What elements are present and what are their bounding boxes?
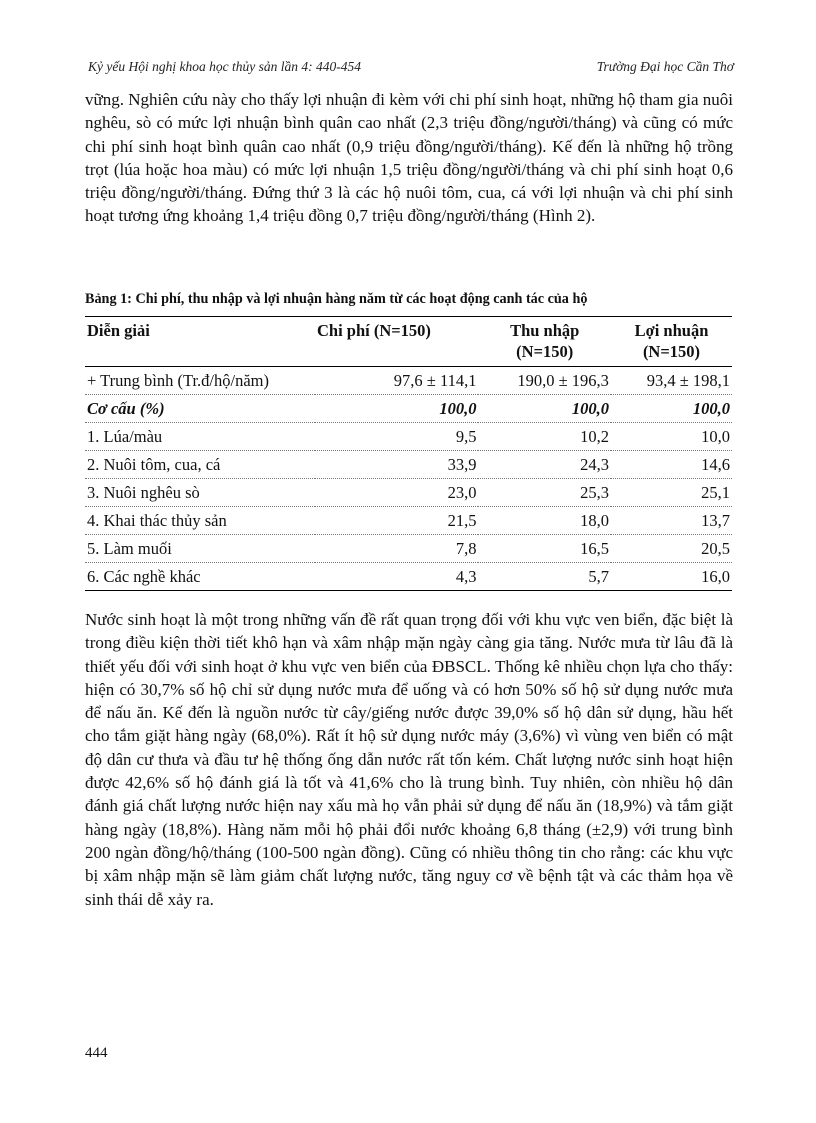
cell-profit: 20,5: [701, 539, 730, 558]
cell-profit: 93,4 ± 198,1: [646, 371, 730, 390]
row-label: Cơ cấu (%): [87, 399, 165, 418]
page-number: 444: [85, 1045, 108, 1061]
costs-income-table: [85, 316, 732, 591]
header-profit: [611, 317, 732, 367]
table-row: [85, 395, 732, 423]
row-label: 5. Làm muối: [87, 539, 172, 558]
header-description: Diễn giải: [87, 321, 150, 340]
header-income: [478, 317, 610, 367]
table-row: [85, 423, 732, 451]
header-profit-n: (N=150): [642, 342, 700, 361]
table-header-row: [85, 317, 732, 367]
cell-profit: 25,1: [701, 483, 730, 502]
table-row: [85, 535, 732, 563]
cell-profit: 10,0: [701, 427, 730, 446]
row-label: 1. Lúa/màu: [87, 427, 163, 446]
cell-income: 10,2: [580, 427, 609, 446]
cell-income: 16,5: [580, 539, 609, 558]
cell-income: 100,0: [571, 399, 609, 418]
cell-income: 5,7: [588, 567, 609, 586]
header-institution: Trường Đại học Cần Thơ: [596, 59, 734, 74]
header-journal-title: Kỷ yếu Hội nghị khoa học thủy sản lần 4: 440-454: [88, 59, 361, 74]
cell-cost: 100,0: [439, 399, 477, 418]
table-row: [85, 563, 732, 591]
cell-profit: 13,7: [701, 511, 730, 530]
paragraph-profit-costs: vững. Nghiên cứu này cho thấy lợi nhuận đi kèm với chi phí sinh hoạt, những hộ tham gia nuôi nghêu, sò có mức lợi nhuận bình quân cao nhất (2,3 triệu đồng/người/tháng) và cũng có mức chi phí sinh hoạt bình quân cao nhất (0,9 triệu đồng/người/tháng). Kế đến là những hộ trồng trọt (lúa hoặc hoa màu) có mức lợi nhuận 1,5 triệu đồng/người/tháng và chi phí sinh hoạt 0,6 triệu đồng/người/tháng. Đứng thứ 3 là các hộ nuôi tôm, cua, cá với lợi nhuận và chi phí sinh hoạt tương ứng khoảng 1,4 triệu đồng 0,7 triệu đồng/người/tháng (Hình 2).: [85, 90, 733, 226]
table-row: [85, 479, 732, 507]
cell-cost: 7,8: [455, 539, 477, 558]
paragraph-domestic-water: Nước sinh hoạt là một trong những vấn đề rất quan trọng đối với khu vực ven biển, đặc biệt là trong điều kiện thời tiết khô hạn và xâm nhập mặn ngày càng gia tăng. Nước mưa từ lâu đã là thiết yếu đối với sinh hoạt ở khu vực ven biển của ĐBSCL. Thống kê nhiều chọn lựa cho thấy: hiện có 30,7% số hộ chỉ sử dụng nước mưa để uống và có hơn 50% số hộ sử dụng nước mưa để nấu ăn. Kế đến là nguồn nước từ cây/giếng nước được 39,0% số hộ dân sử dụng, hầu hết cho tắm giặt hàng ngày (68,0%). Rất ít hộ sử dụng nước máy (3,6%) vì vùng ven biển có mật độ dân cư thưa và đầu tư hệ thống ống dẫn nước rất tốn kém. Chất lượng nước sinh hoạt hiện được 42,6% số hộ đánh giá là tốt và 41,6% cho là trung bình. Tuy nhiên, còn nhiều hộ dân đánh giá chất lượng nước hiện nay xấu mà họ vẫn phải sử dụng để nấu ăn (18,9%) và tắm giặt hàng ngày (18,8%). Hàng năm mỗi hộ phải đổi nước khoảng 6,8 tháng (±2,9) với trung bình 200 ngàn đồng/hộ/tháng (100-500 ngàn đồng). Cũng có nhiều thông tin cho rằng: các khu vực bị xâm nhập mặn sẽ làm giảm chất lượng nước, tăng nguy cơ về bệnh tật và các thảm họa về sinh thái dễ xảy ra.: [85, 610, 733, 909]
row-label: 6. Các nghề khác: [87, 567, 201, 586]
cell-cost: 33,9: [447, 455, 477, 474]
cell-income: 18,0: [580, 511, 609, 530]
table-caption: Bảng 1: Chi phí, thu nhập và lợi nhuận hàng năm từ các hoạt động canh tác của hộ: [85, 291, 588, 307]
cell-cost: 23,0: [447, 483, 477, 502]
row-label: 4. Khai thác thủy sản: [87, 511, 227, 530]
table-row: [85, 367, 732, 395]
cell-income: 190,0 ± 196,3: [517, 371, 609, 390]
header-income-label: Thu nhập: [510, 321, 580, 340]
running-header: [88, 59, 734, 75]
header-cost: Chi phí (N=150): [317, 321, 431, 340]
cell-income: 25,3: [580, 483, 609, 502]
header-income-n: (N=150): [516, 342, 574, 361]
cell-cost: 9,5: [455, 427, 477, 446]
cell-cost: 4,3: [455, 567, 477, 586]
table-row: [85, 451, 732, 479]
row-label: 2. Nuôi tôm, cua, cá: [87, 455, 221, 474]
cell-cost: 21,5: [447, 511, 477, 530]
header-profit-label: Lợi nhuận: [634, 321, 709, 340]
row-label: + Trung bình (Tr.đ/hộ/năm): [87, 371, 269, 390]
table-row: [85, 507, 732, 535]
row-label: 3. Nuôi nghêu sò: [87, 483, 200, 502]
cell-income: 24,3: [580, 455, 609, 474]
cell-profit: 100,0: [692, 399, 730, 418]
cell-profit: 14,6: [701, 455, 730, 474]
cell-cost: 97,6 ± 114,1: [393, 371, 477, 390]
cell-profit: 16,0: [701, 567, 730, 586]
